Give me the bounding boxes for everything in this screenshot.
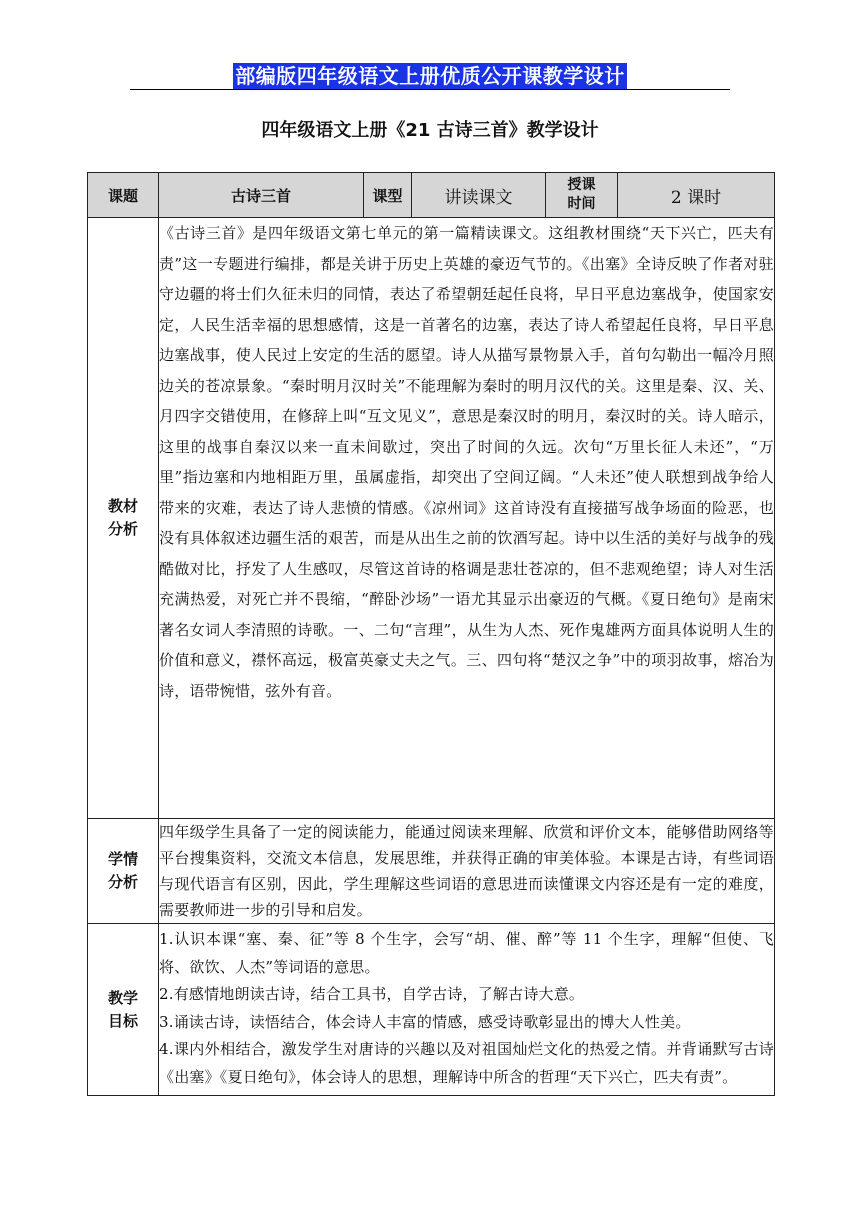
goal-item: 3.诵读古诗，读悟结合，体会诗人丰富的情感，感受诗歌彰显出的博大人性美。 — [159, 1012, 691, 1031]
type-label: 课型 — [364, 173, 412, 218]
material-analysis-label — [88, 218, 159, 819]
type-value: 讲读课文 — [412, 173, 546, 218]
teaching-goals-content — [159, 924, 775, 1096]
material-analysis-content — [159, 218, 775, 819]
document-banner — [0, 60, 860, 89]
student-analysis-content — [159, 819, 775, 924]
document-title: 四年级语文上册《21 古诗三首》教学设计 — [261, 120, 599, 141]
topic-value: 古诗三首 — [159, 173, 364, 218]
material-analysis-row — [88, 218, 775, 819]
banner-text: 部编版四年级语文上册优质公开课教学设计 — [235, 64, 625, 88]
teaching-goals-row — [88, 924, 775, 1096]
teaching-goals-label — [88, 924, 159, 1096]
student-analysis-text: 四年级学生具备了一定的阅读能力，能通过阅读来理解、欣赏和评价文本，能够借助网络等平台搜集资料，交流文本信息，发展思维，并获得正确的审美体验。本课是古诗，有些词语与现代语言有区别，因此，学生理解这些词语的意思进而读懂课文内容还是有一定的难度，需要教师进一步的引导和启发。 — [159, 823, 774, 919]
goal-item: 1.认识本课“塞、秦、征”等 8 个生字，会写“胡、催、醉”等 11 个生字，理解“但使、飞将、欲饮、人杰”等词语的意思。 — [159, 930, 774, 976]
teaching-goals-label-2: 目标 — [107, 1011, 138, 1030]
material-analysis-text: 《古诗三首》是四年级语文第七单元的第一篇精读课文。这组教材围绕“天下兴亡，匹夫有责”这一专题进行编排，都是关讲于历史上英雄的豪迈气节的。《出塞》全诗反映了作者对驻守边疆的将士们久征未归的同情，表达了希望朝廷起任良将，早日平息边塞战争，使国家安定，人民生活幸福的思想感情，这是一首著名的边塞，表达了诗人希望起任良将，早日平息边塞战事，使人民过上安定的生活的愿望。诗人从描写景物景入手，首句勾勒出一幅冷月照边关的苍凉景象。“秦时明月汉时关”不能理解为秦时的明月汉代的关。这里是秦、汉、关、月四字交错使用，在修辞上叫“互文见义”，意思是秦汉时的明月，秦汉时的关。诗人暗示，这里的战事自秦汉以来一直未间歇过，突出了时间的久远。次句“万里长征人未还”，“万里”指边塞和内地相距万里，虽属虚指，却突出了空间辽阔。“人未还”使人联想到战争给人带来的灾难，表达了诗人悲愤的情感。《凉州词》这首诗没有直接描写战争场面的险恶，也没有具体叙述边疆生活的艰苦，而是从出生之前的饮酒写起。诗中以生活的美好与战争的残酷做对比，抒发了人生感叹，尽管这首诗的格调是悲壮苍凉的，但不悲观绝望；诗人对生活充满热爱，对死亡并不畏缩，“醉卧沙场”一语尤其显示出豪迈的气概。《夏日绝句》是南宋著名女词人李清照的诗歌。一、二句“言理”，从生为人杰、死作鬼雄两方面具体说明人生的价值和意义，襟怀高远，极富英豪丈夫之气。三、四句将“楚汉之争”中的项羽故事，熔冶为诗，语带惋惜，弦外有音。 — [159, 224, 774, 700]
material-analysis-label-2: 分析 — [107, 520, 138, 538]
teaching-goals-label-1: 教学 — [107, 988, 138, 1007]
time-label-line-2: 时间 — [567, 196, 596, 212]
student-analysis-label — [88, 819, 159, 924]
header-rule — [130, 89, 730, 90]
lesson-plan-table — [87, 172, 775, 1096]
goal-item: 4.课内外相结合，激发学生对唐诗的兴趣以及对祖国灿烂文化的热爱之情。并背诵默写古诗《出塞》《夏日绝句》，体会诗人的思想，理解诗中所含的哲理“天下兴亡，匹夫有责”。 — [159, 1040, 774, 1086]
topic-label: 课题 — [88, 173, 159, 218]
student-analysis-label-1: 学情 — [107, 850, 138, 868]
table-header-row — [88, 173, 775, 218]
student-analysis-label-2: 分析 — [107, 873, 138, 891]
time-label-line-1: 授课 — [567, 177, 596, 193]
goal-item: 2.有感情地朗读古诗，结合工具书，自学古诗，了解古诗大意。 — [159, 985, 585, 1003]
material-analysis-label-1: 教材 — [107, 497, 138, 515]
time-label — [546, 173, 618, 218]
time-value: 2 课时 — [618, 173, 775, 218]
student-analysis-row — [88, 819, 775, 924]
